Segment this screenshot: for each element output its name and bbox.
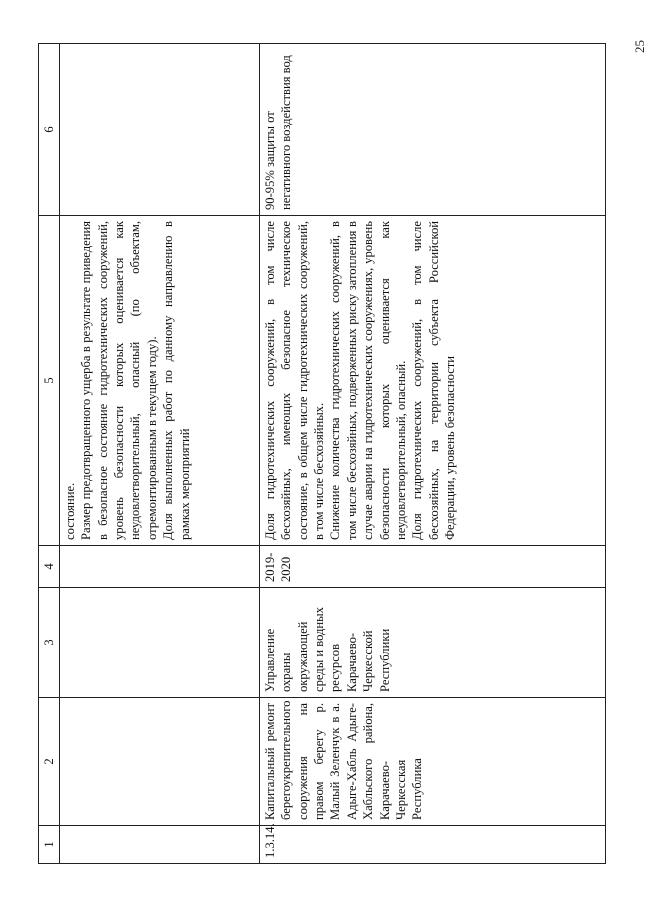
continuation-line: состояние. <box>63 482 77 540</box>
continuation-cell-2 <box>60 698 260 826</box>
column-number-row <box>39 44 60 864</box>
row-executor: Управление охраны окружающей среды и водных ресурсов Карачаево-Черкесской Республики <box>260 588 606 698</box>
row-indicators <box>260 216 606 546</box>
continuation-indicators <box>60 216 260 546</box>
table-row <box>260 44 606 864</box>
continuation-cell-1 <box>60 826 260 864</box>
indicator-line: Снижение количества гидротехнических сооружений, в том числе бесхозяйных, подверженных риску затопления в случае аварии на гидротехнических сооружениях, уровень безопасности которых оценивается как неудовлетворительный, опасный. <box>328 221 408 540</box>
program-table <box>38 43 606 864</box>
column-header-6: 6 <box>39 44 60 216</box>
column-header-4: 4 <box>39 546 60 588</box>
continuation-cell-4 <box>60 546 260 588</box>
indicator-line: Доля гидротехнических сооружений, в том числе бесхозяйных, на территории субъекта Российской Федерации, уровень безопасности <box>410 221 457 540</box>
column-header-3: 3 <box>39 588 60 698</box>
page-number: 25 <box>632 40 647 53</box>
column-header-1: 1 <box>39 826 60 864</box>
row-period: 2019-2020 <box>260 546 606 588</box>
column-header-2: 2 <box>39 698 60 826</box>
continuation-result <box>60 44 260 216</box>
continuation-line: Размер предотвращенного ущерба в результате приведения в безопасное состояние гидротехнических сооружений, уровень безопасности которых оценивается как неудовлетворительный, опасный (по объектам, отремонтированным в текущем году). <box>79 221 159 540</box>
continuation-cell-3 <box>60 588 260 698</box>
row-result: 90-95% защиты от негативного воздействия вод <box>260 44 606 216</box>
row-number: 1.3.14. <box>260 826 606 864</box>
continuation-line: Доля выполненных работ по данному направлению в рамках мероприятий <box>161 221 192 540</box>
indicator-line: Доля гидротехнических сооружений, в том числе бесхозяйных, имеющих безопасное техническое состояние, в общем числе гидротехнических сооружений, в том числе бесхозяйных. <box>263 221 327 540</box>
rotated-table-wrapper <box>38 44 606 864</box>
column-header-5: 5 <box>39 216 60 546</box>
row-event-name: Капитальный ремонт берегоукрепительного сооружения на правом берегу р. Малый Зеленчук в а. Адыге-Хабль Адыге-Хабльского района, Карачаево-Черкесская Республика <box>260 698 606 826</box>
continuation-row <box>60 44 260 864</box>
